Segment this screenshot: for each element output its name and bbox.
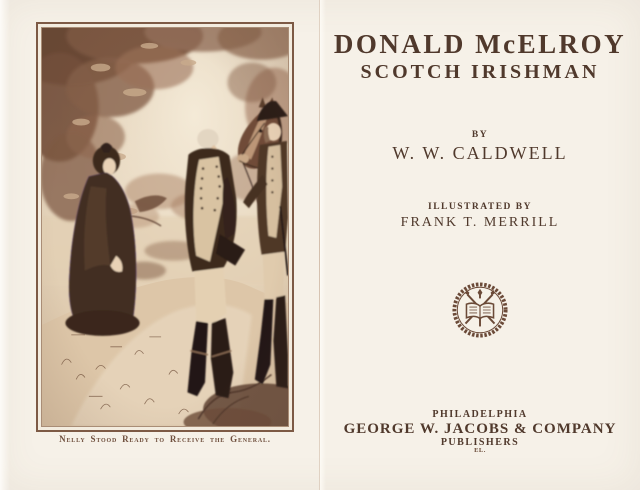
- frontispiece-caption: Nelly Stood Ready to Receive the General.: [59, 434, 271, 444]
- frontispiece-frame: [41, 27, 289, 427]
- title-page: [320, 0, 640, 490]
- frontispiece-plate: [36, 22, 294, 432]
- author-name: W. W. CALDWELL: [392, 143, 568, 163]
- publisher-emblem-icon: [451, 281, 509, 339]
- page-gutter: [319, 0, 320, 490]
- book-subtitle: SCOTCH IRISHMAN: [360, 61, 600, 83]
- publisher-emblem: [320, 281, 640, 344]
- publisher-city: PHILADELPHIA: [432, 409, 528, 420]
- publisher-name: GEORGE W. JACOBS & COMPANY: [343, 421, 617, 437]
- publishers-label: PUBLISHERS: [440, 437, 520, 448]
- frontispiece-artwork: [42, 28, 288, 426]
- printer-mark: EL.: [474, 447, 486, 454]
- by-label: BY: [471, 130, 489, 140]
- illustrated-by-label: ILLUSTRATED BY: [428, 202, 532, 212]
- illustrator-name: FRANK T. MERRILL: [400, 215, 560, 230]
- book-title: DONALD McELROY: [333, 29, 627, 59]
